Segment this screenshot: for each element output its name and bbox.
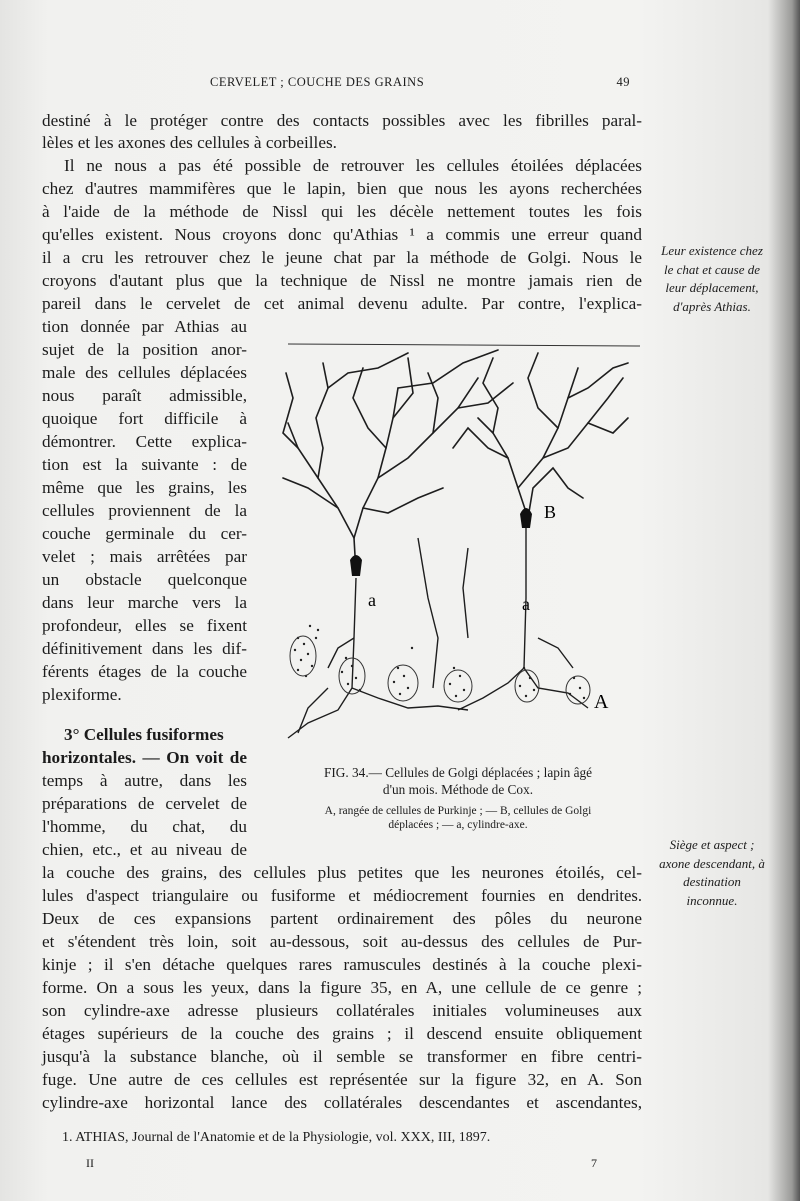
signature-mark: II	[86, 1156, 94, 1170]
label-a-right: a	[522, 594, 530, 614]
text-line: férents étages de la couche	[42, 662, 247, 681]
text-line: Il ne nous a pas été possible de retrouver les cellules étoilées déplacées	[64, 156, 642, 175]
text-line: jusqu'à la substance blanche, où il semble se transformer en fibre centri-	[42, 1047, 642, 1066]
text-line: quoique fort difficile à	[42, 409, 247, 428]
text-line: chez d'autres mammifères que le lapin, bien que nous les ayons recherchées	[42, 179, 642, 198]
text-line: velet ; mais arrêtées par	[42, 547, 247, 566]
text-line: forme. On a sous les yeux, dans la figure 35, en A, une cellule de ce genre ;	[42, 978, 642, 997]
label-b: B	[544, 502, 557, 522]
text-line: cellules proviennent de la	[42, 501, 247, 520]
text-line: sujet de la position anor-	[42, 340, 247, 359]
text-line: à l'aide de la méthode de Nissl qui les décèle nettement toutes les fois	[42, 202, 642, 221]
text-line: temps à autre, dans les	[42, 771, 247, 790]
text-line: lules d'aspect triangulaire ou fusiforme et médiocrement fournies en dendrites.	[42, 886, 642, 905]
text-line: croyons d'autant plus que la technique de Nissl ne montre jamais rien de	[42, 271, 642, 290]
text-line: male des cellules déplacées	[42, 363, 247, 382]
text-line: plexiforme.	[42, 685, 122, 704]
text-line: et s'étendent très loin, soit au-dessous, soit au-dessus des cellules de Pur-	[42, 932, 642, 951]
heading-continuation: horizontales. — On voit de	[42, 748, 247, 767]
text-line: dans leur marche vers la	[42, 593, 247, 612]
page-number: 49	[616, 75, 630, 89]
text-line: la couche des grains, des cellules plus petites que les neurones étoilés, cel-	[42, 863, 642, 882]
figure-legend: déplacées ; — a, cylindre-axe.	[388, 819, 528, 831]
section-heading: 3° Cellules fusiformes	[64, 725, 224, 744]
text-line: lèles et les axones des cellules à corbeilles.	[42, 133, 337, 152]
text-line: étages supérieurs de la couche des grains ; il descend ensuite obliquement	[42, 1024, 642, 1043]
text-line: profondeur, elles se fixent	[42, 616, 247, 635]
label-a-left: a	[368, 590, 376, 610]
figure-caption: FIG. 34.— Cellules de Golgi déplacées ; lapin âgé	[323, 765, 593, 780]
text-line: tion est la suivante : de	[42, 455, 247, 474]
figure-caption: d'un mois. Méthode de Cox.	[382, 782, 534, 797]
text-line: qu'elles existent. Nous croyons donc qu'Athias ¹ a commis une erreur quand	[42, 225, 642, 244]
signature-mark: 7	[591, 1156, 597, 1170]
text-line: destiné à le protéger contre des contacts possibles avec les fibrilles paral-	[42, 111, 642, 130]
golgi-cells-drawing	[268, 338, 643, 748]
text-line: pareil dans le cervelet de cet animal devenu adulte. Par contre, l'explica-	[42, 294, 642, 313]
text-line: il a cru les retrouver chez le jeune chat par la méthode de Golgi. Nous le	[42, 248, 642, 267]
text-line: démontrer. Cette explica-	[42, 432, 247, 451]
text-line: nous paraît admissible,	[42, 386, 247, 405]
text-line: chien, etc., et au niveau de	[42, 840, 247, 859]
label-a-capital: A	[594, 691, 609, 713]
text-line: couche germinale du cer-	[42, 524, 247, 543]
text-line: fuge. Une autre de ces cellules est représentée sur la figure 32, en A. Son	[42, 1070, 642, 1089]
text-line: préparations de cervelet de	[42, 794, 247, 813]
figure-illustration	[268, 338, 643, 748]
footnote: 1. ATHIAS, Journal de l'Anatomie et de la Physiologie, vol. XXX, III, 1897.	[62, 1130, 491, 1145]
text-line: son cylindre-axe adresse plusieurs collatérales initiales volumineuses aux	[42, 1001, 642, 1020]
running-title: CERVELET ; COUCHE DES GRAINS	[210, 75, 425, 89]
margin-note: Siège et aspect ; axone descendant, à destination inconnue.	[659, 837, 765, 908]
figure-legend: A, rangée de cellules de Purkinje ; — B, cellules de Golgi	[324, 805, 592, 817]
text-line: Deux de ces expansions partent ordinairement des pôles du neurone	[42, 909, 642, 928]
text-line: tion donnée par Athias au	[42, 317, 247, 336]
text-line	[42, 747, 247, 769]
text-line: définitivement dans les dif-	[42, 639, 247, 658]
text-line: un obstacle quelconque	[42, 570, 247, 589]
margin-note: Leur existence chez le chat et cause de leur déplacement, d'après Athias.	[661, 243, 763, 314]
text-line: l'homme, du chat, du	[42, 817, 247, 836]
text-line: cylindre-axe horizontal lance des collatérales descendantes et ascendantes,	[42, 1093, 642, 1112]
text-line: kinje ; il s'en détache quelques rares ramuscules destinés à la couche plexi-	[42, 955, 642, 974]
text-line: même que les grains, les	[42, 478, 247, 497]
